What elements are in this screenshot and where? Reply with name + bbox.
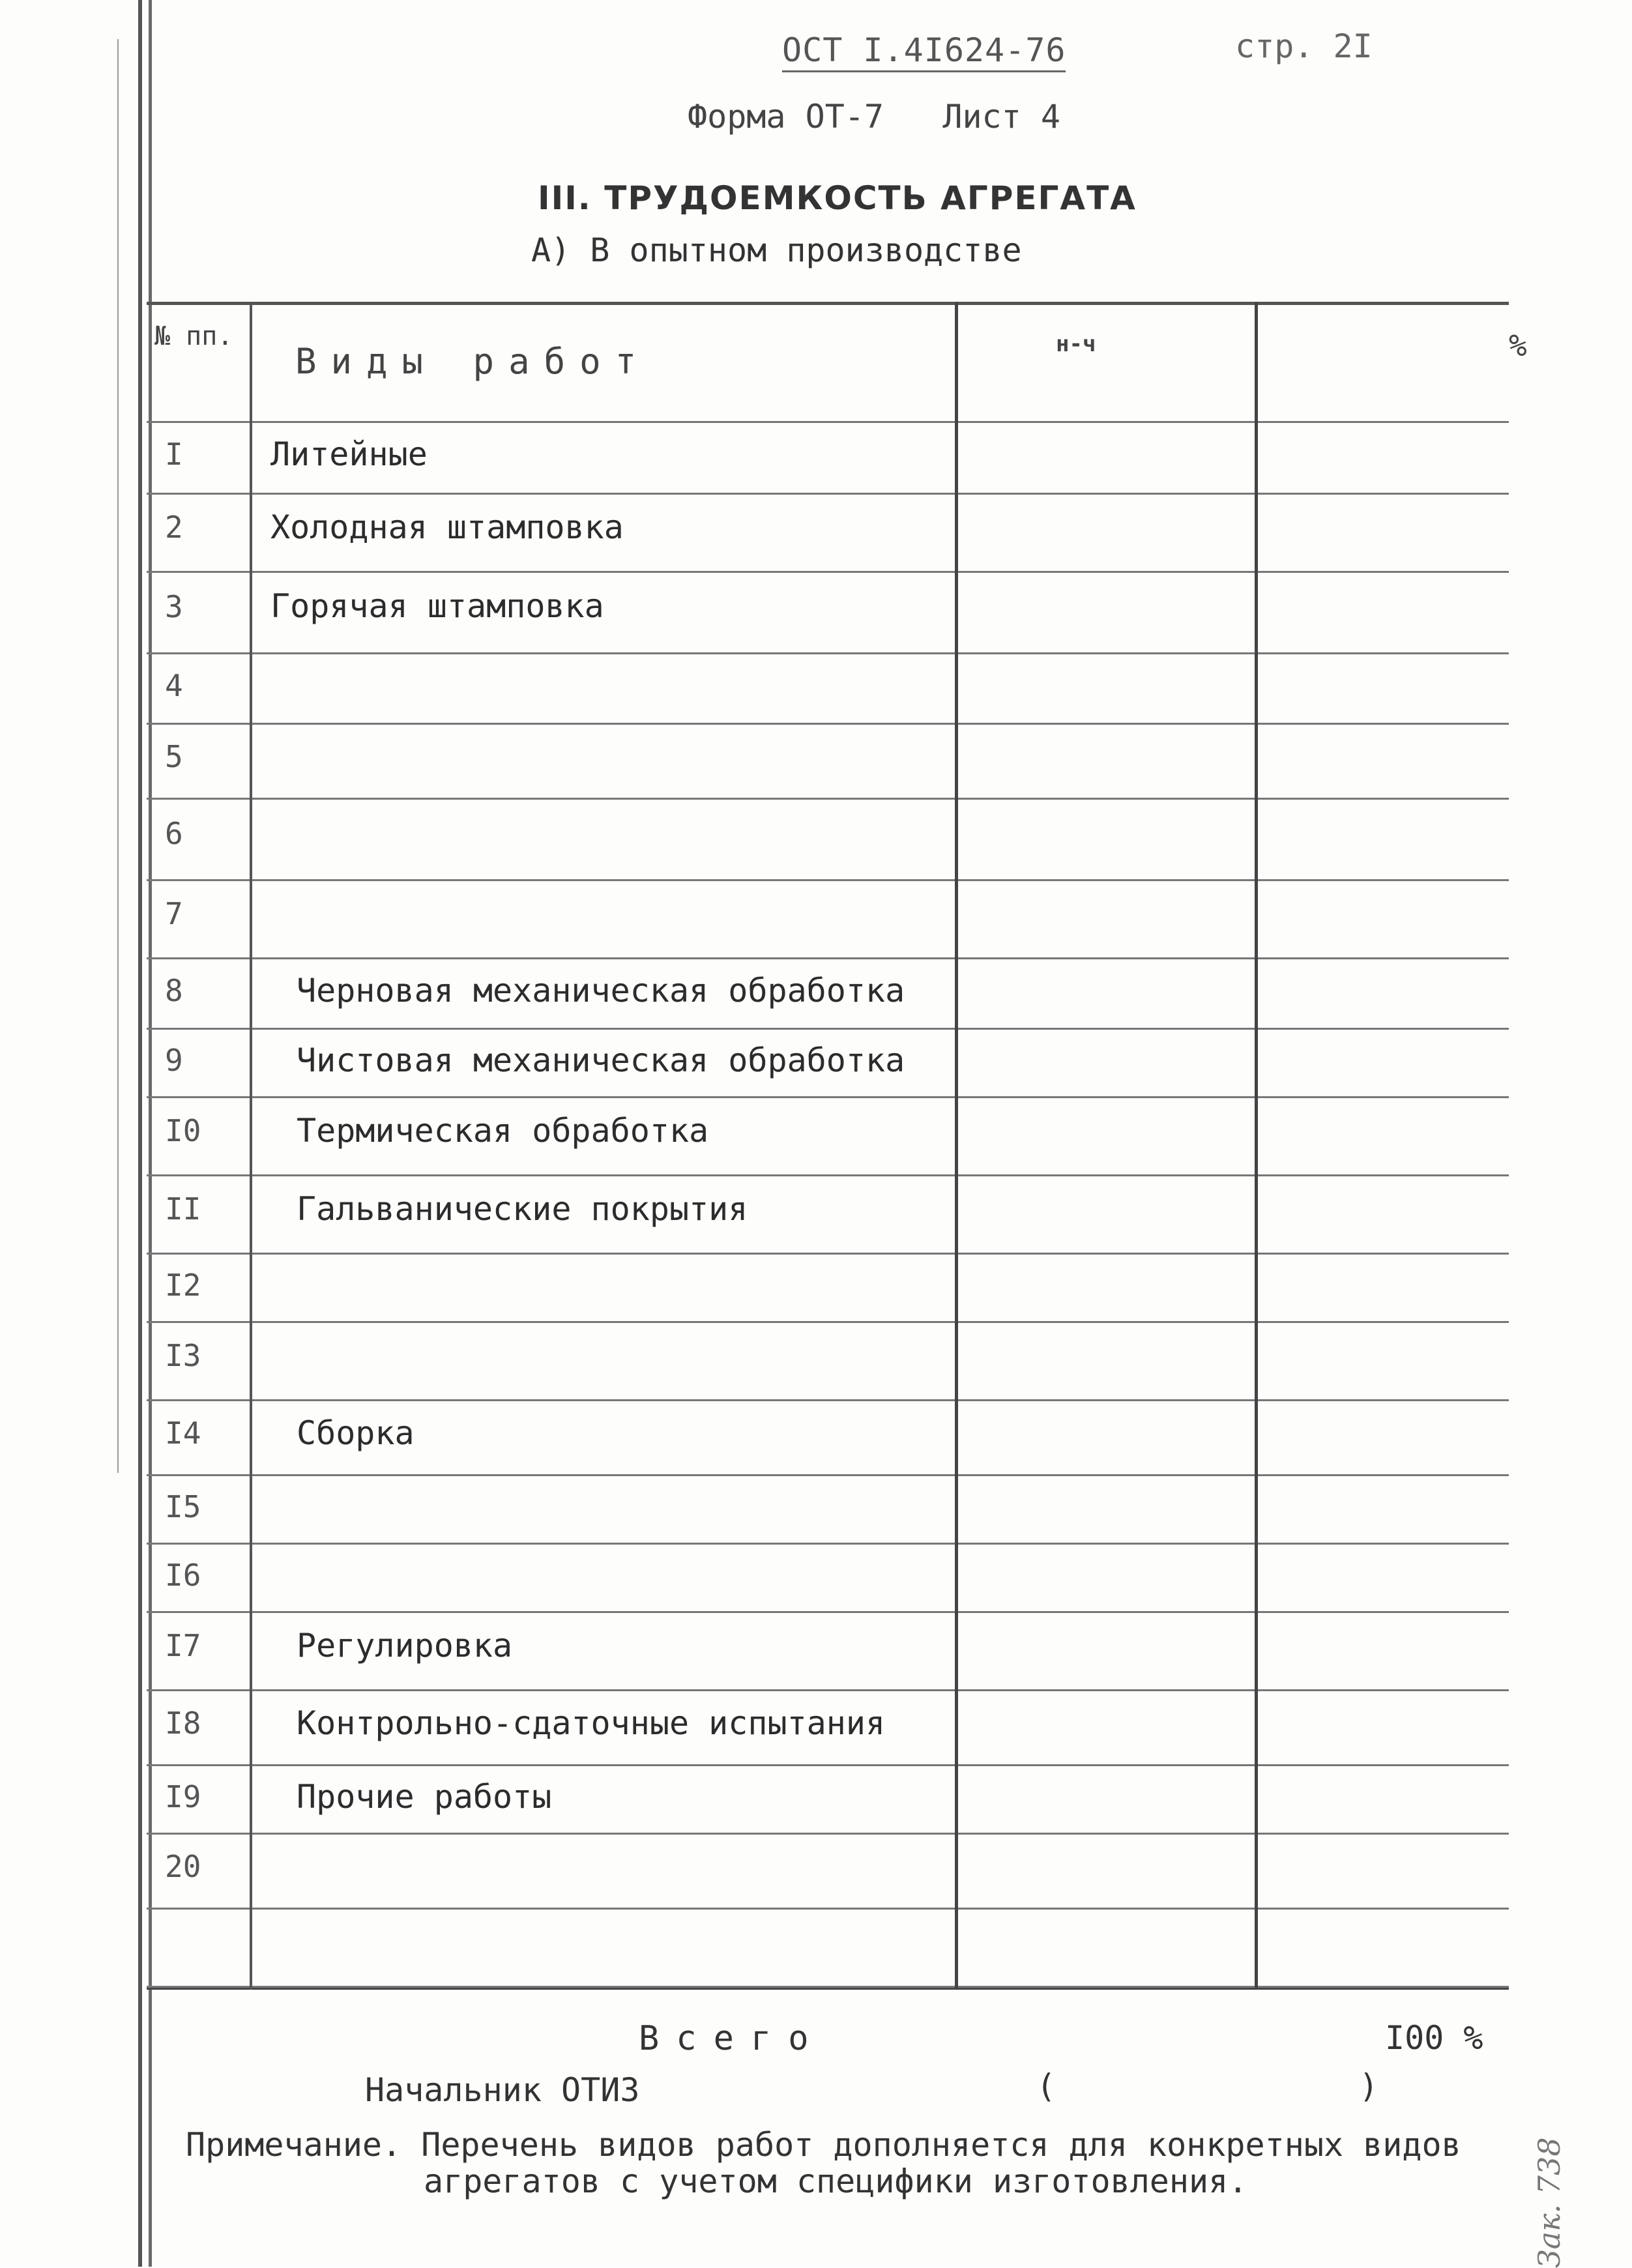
table-row	[147, 1028, 1509, 1098]
table-row	[147, 1764, 1509, 1835]
work-type: Регулировка	[297, 1627, 513, 1665]
table-row	[147, 1321, 1509, 1401]
row-number: 5	[165, 739, 183, 774]
column-header-percent: %	[1509, 328, 1527, 363]
table-row	[147, 493, 1509, 573]
signature-bracket-open: (	[1036, 2067, 1056, 2105]
work-type: Сборка	[297, 1414, 415, 1452]
row-number: 4	[165, 668, 183, 703]
row-number: 9	[165, 1043, 183, 1078]
section-title: III. ТРУДОЕМКОСТЬ АГРЕГАТА	[538, 179, 1137, 217]
form-sheet	[688, 98, 1060, 136]
row-number: 8	[165, 973, 183, 1008]
column-divider	[250, 302, 252, 1990]
row-number: 3	[165, 589, 183, 624]
row-number: I0	[165, 1113, 201, 1148]
table-row	[147, 1908, 1509, 1988]
table-row	[147, 723, 1509, 800]
row-number: I3	[165, 1338, 201, 1373]
table-row	[147, 1474, 1509, 1545]
table-header-row	[147, 302, 1527, 423]
row-number: I5	[165, 1489, 201, 1524]
signature-bracket-close: )	[1359, 2067, 1379, 2105]
column-header-num: № пп.	[154, 321, 233, 351]
table-row	[147, 1174, 1509, 1255]
work-type: Чистовая механическая обработка	[297, 1041, 905, 1079]
table-row	[147, 1399, 1509, 1476]
total-label: Всего	[639, 2019, 826, 2058]
work-type: Черновая механическая обработка	[297, 972, 905, 1010]
row-number: I	[165, 437, 183, 472]
chief-label: Начальник ОТИЗ	[365, 2071, 640, 2109]
row-number: I6	[165, 1558, 201, 1593]
total-value: I00 %	[1385, 2019, 1483, 2057]
row-number: I9	[165, 1779, 201, 1814]
column-divider	[955, 302, 958, 1990]
work-type: Холодная штамповка	[270, 508, 624, 546]
order-stamp: Зак. 738	[1532, 2137, 1567, 2268]
table-row	[147, 1253, 1509, 1323]
row-number: 7	[165, 896, 183, 931]
work-type: Прочие работы	[297, 1778, 552, 1816]
work-type: Контрольно-сдаточные испытания	[297, 1704, 886, 1742]
work-type: Термическая обработка	[297, 1112, 709, 1150]
sheet-label: Лист 4	[942, 98, 1060, 136]
row-number: 20	[165, 1849, 201, 1884]
row-number: I2	[165, 1268, 201, 1303]
row-number: I4	[165, 1416, 201, 1451]
table-row	[147, 1096, 1509, 1176]
table-row	[147, 1611, 1509, 1691]
binding-line	[138, 0, 142, 2267]
table-row	[147, 798, 1509, 881]
table-row	[147, 879, 1509, 959]
work-type: Горячая штамповка	[270, 587, 604, 625]
work-type: Гальванические покрытия	[297, 1190, 748, 1228]
standard-number: ОСТ I.4I624-76	[782, 31, 1066, 72]
table-row	[147, 1689, 1509, 1766]
row-number: 2	[165, 510, 183, 545]
section-subtitle: А) В опытном производстве	[531, 231, 1022, 269]
column-divider	[1255, 302, 1258, 1990]
margin-line	[117, 39, 119, 1473]
form-label: Форма ОТ-7	[688, 98, 884, 136]
note-line-2: агрегатов с учетом специфики изготовления.	[424, 2162, 1248, 2200]
note-line-1: Примечание. Перечень видов работ дополняется для конкретных видов	[186, 2126, 1461, 2164]
row-number: I7	[165, 1628, 201, 1663]
table-row	[147, 957, 1509, 1030]
page-number: стр. 2I	[1235, 27, 1373, 65]
labor-table	[147, 302, 1527, 1990]
table-row	[147, 571, 1509, 654]
table-row	[147, 652, 1509, 725]
column-header-work: Виды работ	[295, 341, 651, 382]
work-type: Литейные	[270, 435, 428, 473]
table-row	[147, 1833, 1509, 1910]
table-row	[147, 421, 1509, 495]
row-number: II	[165, 1191, 201, 1227]
row-number: 6	[165, 816, 183, 851]
table-row	[147, 1543, 1509, 1613]
row-number: I8	[165, 1706, 201, 1741]
column-header-hours: н-ч	[1056, 331, 1096, 357]
